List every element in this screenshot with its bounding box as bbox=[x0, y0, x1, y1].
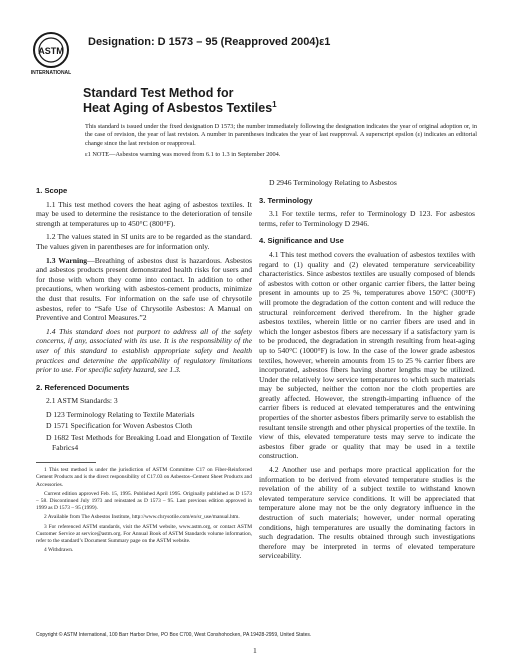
reference-item: D 123 Terminology Relating to Textile Materials bbox=[46, 409, 195, 419]
footnote: 1 This test method is under the jurisdiction of ASTM Committee C17 on Fiber-Reinforced Cement Products and is the direct responsibility of C17.03 on Asbestos–Cement Sheet Products and Accessories. bbox=[36, 467, 252, 488]
editorial-note: ε1 NOTE—Asbestos warning was moved from 6.1 to 1.3 in September 2004. bbox=[85, 151, 281, 159]
astm-logo-icon bbox=[28, 30, 74, 76]
title-line-2 bbox=[83, 101, 463, 116]
footnote: 4 Withdrawn. bbox=[44, 547, 74, 554]
reference-item: D 1682 Test Methods for Breaking Load and Elongation of Textile Fabrics4 bbox=[46, 433, 252, 452]
logo-label: INTERNATIONAL bbox=[30, 70, 72, 76]
section-1-3 bbox=[36, 256, 252, 323]
section-4-2: 4.2 Another use and perhaps more practical application for the information to be derived from elevated temperature studies is the revelation of the ability of a subject textile to withstand known elevated temperature service conditions. It will be appreciated that temperature alone may not be the only degratory influence in the destruction of such materials; however, under normal operating conditions, high temperatures are usually the dominating factors in such degradation. The results obtained through such investigations therefore may be interpreted in terms of elevated temperature serviceability. bbox=[259, 465, 475, 561]
right-column bbox=[259, 178, 475, 565]
title-text: Heat Aging of Asbestos Textiles bbox=[83, 101, 273, 115]
copyright-line: Copyright © ASTM International, 100 Barr Harbor Drive, PO Box C700, West Conshohocken, PA 19428-2959, United States. bbox=[36, 632, 312, 638]
section-1-1: 1.1 This test method covers the heat aging of asbestos textiles. It may be used to determine the resistance to the deterioration of tensile strength at temperatures up to 450°C (800°F). bbox=[36, 199, 252, 228]
title-block bbox=[83, 86, 463, 116]
reference-item: D 1571 Specification for Woven Asbestos Cloth bbox=[46, 421, 193, 431]
astm-standards-label: 2.1 ASTM Standards: 3 bbox=[46, 396, 118, 406]
warning-text: —Breathing of asbestos dust is hazardous. Asbestos and asbestos products present demonstrated health risks for users and for those with whom they come into contact. In addition to other precautions, when working with asbestos-cement products, minimize the dust that results. For information on the safe use of chrysotile asbestos, refer to “Safe Use of Chrysotile Asbestos: A Manual on Preventive and Control Measures.”2 bbox=[36, 255, 252, 323]
references-heading: 2. Referenced Documents bbox=[36, 382, 130, 392]
designation: Designation: D 1573 – 95 (Reapproved 2004)ε1 bbox=[88, 36, 331, 48]
reference-item: D 2946 Terminology Relating to Asbestos bbox=[269, 178, 397, 187]
footnote: 3 For referenced ASTM standards, visit the ASTM website, www.astm.org, or contact ASTM Customer Service at service@astm.org. For Annual Book of ASTM Standards volume information, refer to the standard’s Document Summary page on the ASTM website. bbox=[36, 523, 252, 545]
scope-heading: 1. Scope bbox=[36, 186, 68, 195]
left-column bbox=[36, 178, 252, 556]
section-3-1: 3.1 For textile terms, refer to Terminology D 123. For asbestos terms, refer to Terminology D 2946. bbox=[259, 209, 475, 228]
footnote: 2 Available from The Asbestos Institute, http://www.chrysotile.com/en/sr_use/manual.htm. bbox=[44, 514, 240, 521]
footnotes bbox=[36, 467, 252, 554]
significance-heading: 4. Significance and Use bbox=[259, 236, 344, 246]
footnote-divider bbox=[36, 462, 96, 463]
terminology-heading: 3. Terminology bbox=[259, 195, 313, 205]
intro-block bbox=[85, 123, 477, 163]
section-1-2: 1.2 The values stated in SI units are to be regarded as the standard. The values given in parentheses are for information only. bbox=[36, 232, 252, 251]
footnote: Current edition approved Feb. 15, 1995. Published April 1995. Originally published as D 1573 – 58. Discontinued July 1973 and reinstated as D 1573 – 95. Last previous edition approved in 1999 as D 1573 – 95 (1999). bbox=[36, 490, 252, 512]
warning-label: 1.3 Warning bbox=[46, 255, 88, 265]
section-1-4: 1.4 This standard does not purport to address all of the safety concerns, if any, associated with its use. It is the responsibility of the user of this standard to establish appropriate safety and health practices and determine the applicability of regulatory limitations prior to use. For specific safety hazard, see 1.3. bbox=[36, 326, 252, 375]
title-footnote-mark: 1 bbox=[272, 99, 277, 109]
title-line-1: Standard Test Method for bbox=[83, 86, 234, 100]
intro-paragraph: This standard is issued under the fixed designation D 1573; the number immediately following the designation indicates the year of original adoption or, in the case of revision, the year of last revision. A number in parentheses indicates the year of last reapproval. A superscript epsilon (ε) indicates an editorial change since the last revision or reapproval. bbox=[85, 123, 477, 147]
svg-text:ASTM: ASTM bbox=[38, 46, 64, 56]
section-4-1: 4.1 This test method covers the evaluation of asbestos textiles with regard to (1) quality and (2) elevated temperature serviceability characteristics. Since asbestos textiles are usually composed of blends of asbestos with cotton or other organic carrier fibers, the latter being present in amounts up to 25 %, temperatures above 150°C (300°F) will promote the degradation of the cotton content and will reduce the structural reinforcement derived therefrom. In the higher grade asbestos textiles, wherein little or no carrier fibers are used and in which the longer asbestos fibers are necessary if a satisfactory yarn is to be produced, the degradation in strength resulting from heat-aging up to 540°C (1000°F) is low. In the case of the lower grade asbestos textiles, however, wherein amounts from 15 to 25 % carrier fibers are incorporated, asbestos fibers having shorter lengths may be utilized. Under the relatively low service temperatures to which such materials may be subjected, neither the cotton nor the cloth properties are greatly affected. However, the strength-imparting influence of the carrier fibers is reduced at elevated temperatures and the entwining properties of the shorter asbestos fibers primarily serve to establish the resultant tensile strength and other physical properties of the textile. In view of this, elevated temperature tests may serve to indicate the asbestos fiber grade or quality that may be used in a textile construction. bbox=[259, 249, 475, 461]
page-number: 1 bbox=[253, 646, 257, 655]
